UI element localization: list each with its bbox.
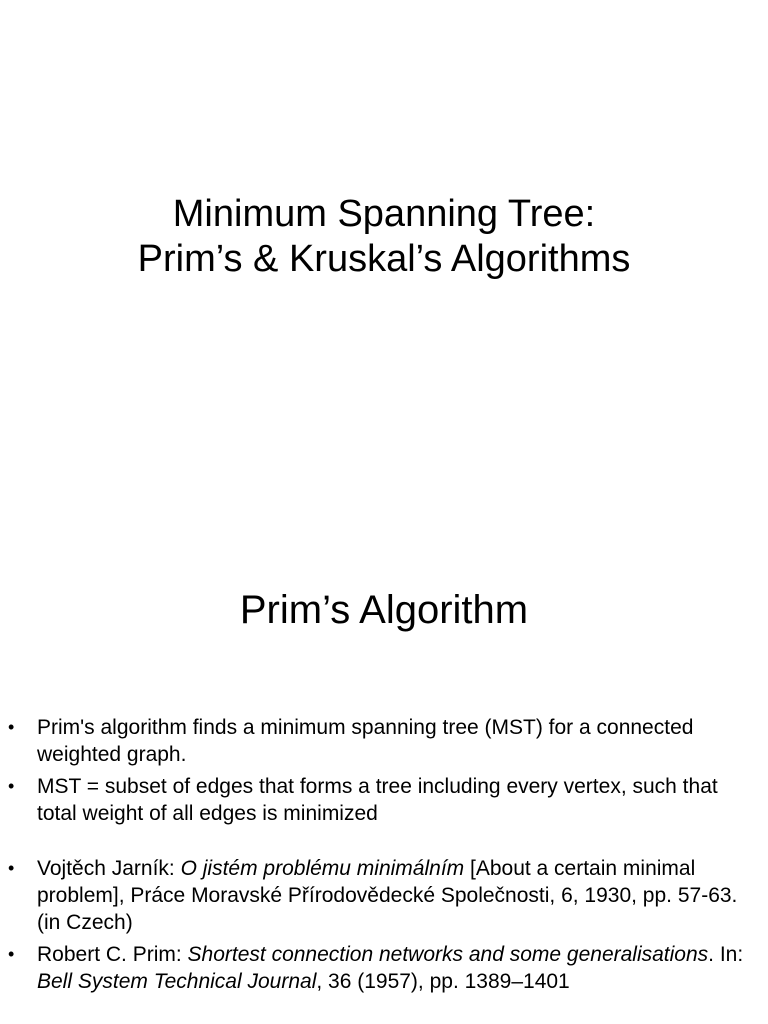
bullet-icon: • [8,717,15,737]
citation-title: Shortest connection networks and some generalisations [187,943,709,966]
citation-details: , 36 (1957), pp. 1389–1401 [316,970,570,993]
citation-author: Robert C. Prim: [37,943,188,966]
citation-details: [About a certain minimal problem], Práce Moravské Přírodovědecké Společnosti, 6, 1930, pp. 57-63. (in Czech) [37,857,738,934]
bullet-text: Prim's algorithm finds a minimum spanning tree (MST) for a connected weighted graph. [37,716,694,766]
bullet-item [0,714,768,768]
bullet-text: MST = subset of edges that forms a tree including every vertex, such that total weight of all edges is minimized [37,775,718,825]
citation-journal: Bell System Technical Journal [37,970,317,993]
slide-prims-algorithm [0,576,768,1024]
title-line-1: Minimum Spanning Tree: [172,193,596,235]
bullet-item [0,855,768,936]
bullet-icon: • [8,858,15,878]
slide-heading: Prim’s Algorithm [239,588,529,632]
title-line-2: Prim’s & Kruskal’s Algorithms [137,238,631,280]
bullet-item [0,773,768,827]
bullet-icon: • [8,944,15,964]
bullet-icon: • [8,776,15,796]
slide-title-heading [0,192,768,282]
citation-title: O jistém problému minimálním [180,857,465,880]
bullet-list [0,714,768,1000]
citation-author: Vojtěch Jarník: [37,857,181,880]
bullet-item [0,941,768,995]
citation-in: . In: [708,943,744,966]
